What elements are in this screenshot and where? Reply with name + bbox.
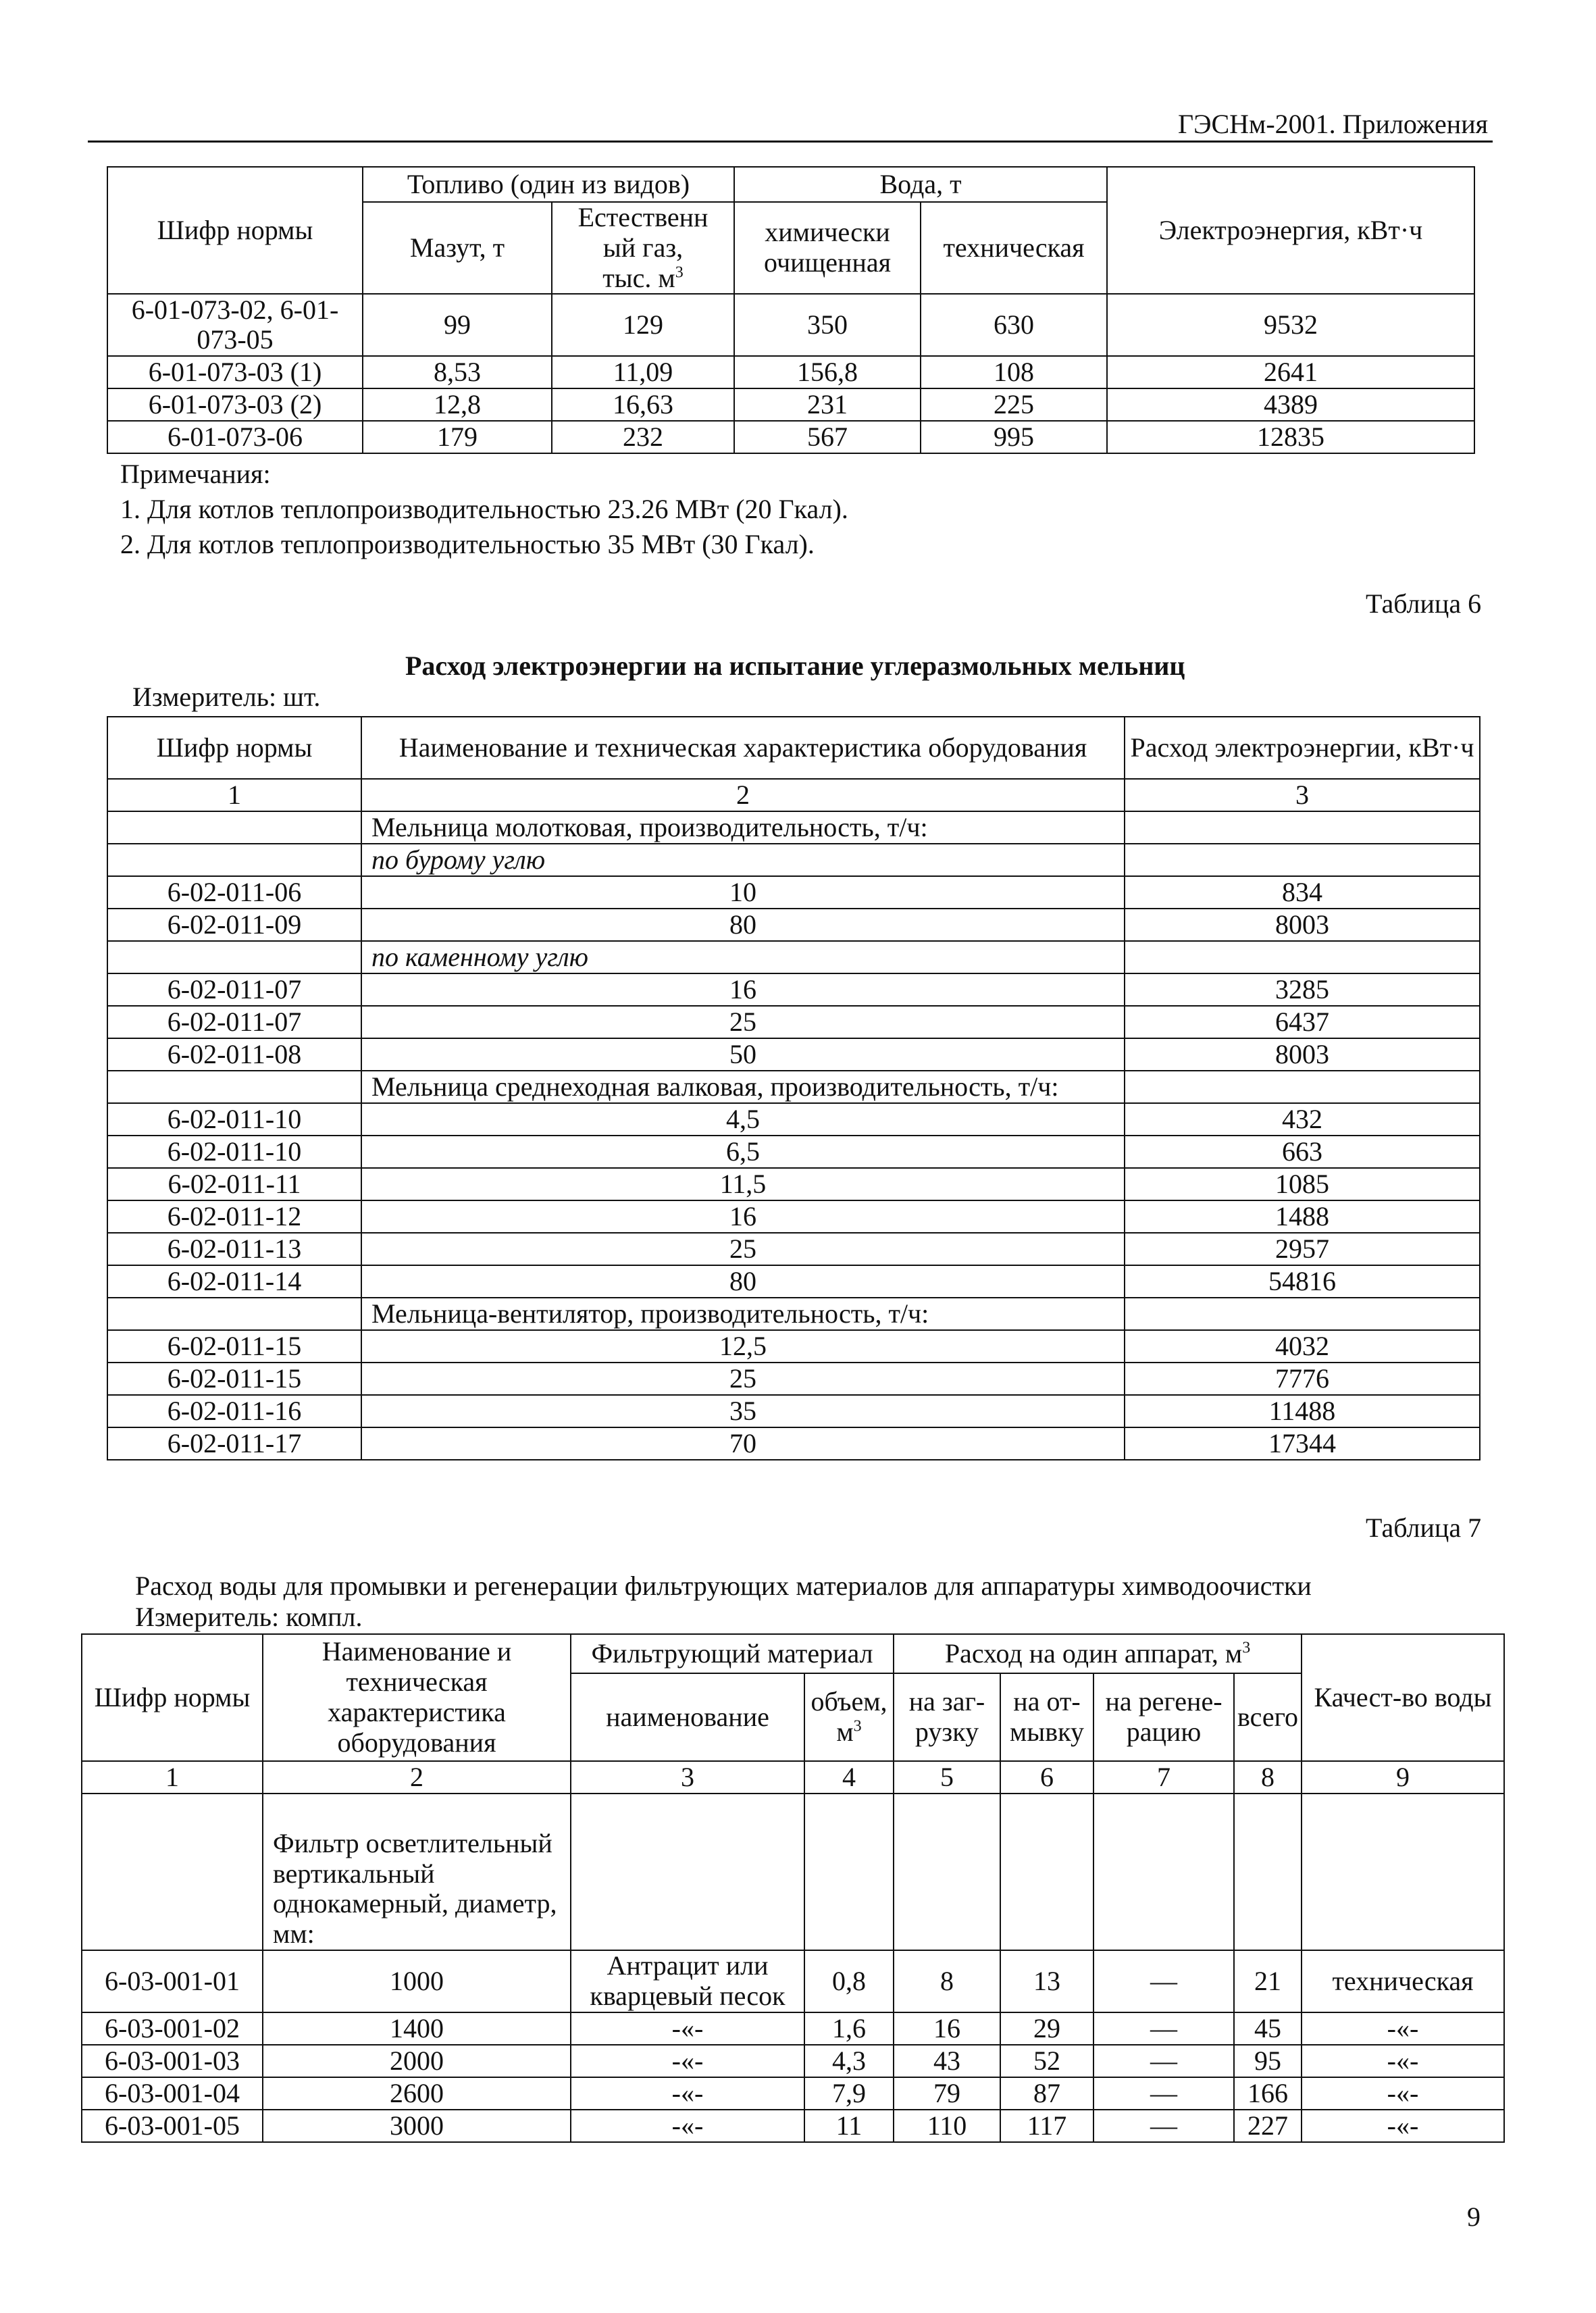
regen-cell: — xyxy=(1093,2110,1234,2142)
table7-title: Расход воды для промывки и регенерации фильтрующих материалов для аппаратуры химводоочистки xyxy=(135,1571,1312,1601)
material-cell: -«- xyxy=(571,2012,804,2045)
electricity-cell: 2641 xyxy=(1107,356,1474,388)
header-chem-water: химически очищенная xyxy=(734,202,921,294)
table-row xyxy=(82,2077,1504,2110)
table-row xyxy=(107,1006,1480,1038)
header-code: Шифр нормы xyxy=(107,167,363,294)
chem-water-cell: 567 xyxy=(734,421,921,453)
table6-title: Расход электроэнергии на испытание углеразмольных мельниц xyxy=(405,651,1185,681)
code-cell: 6-01-073-02, 6-01-073-05 xyxy=(107,294,363,356)
group-heading: Мельница-вентилятор, производительность, т/ч: xyxy=(361,1298,1125,1330)
group-heading: Мельница молотковая, производительность, т/ч: xyxy=(361,811,1125,844)
capacity-cell: 80 xyxy=(361,909,1125,941)
energy-cell: 11488 xyxy=(1125,1395,1480,1427)
volume-cell: 11 xyxy=(804,2110,894,2142)
code-cell xyxy=(107,811,361,844)
capacity-cell: 70 xyxy=(361,1427,1125,1460)
header-volume: объем, $м^3$ xyxy=(804,1673,894,1761)
code-cell: 6-02-011-11 xyxy=(107,1168,361,1200)
table-row xyxy=(107,941,1480,973)
table-row xyxy=(107,1071,1480,1103)
table-row xyxy=(107,1298,1480,1330)
volume-cell: 7,9 xyxy=(804,2077,894,2110)
fuel-water-energy-table xyxy=(107,166,1475,454)
capacity-cell: 10 xyxy=(361,876,1125,909)
subgroup-heading: по каменному углю xyxy=(361,941,1125,973)
empty-cell xyxy=(804,1794,894,1950)
quality-cell: -«- xyxy=(1302,2012,1504,2045)
tech-water-cell: 630 xyxy=(921,294,1107,356)
diameter-cell: 2600 xyxy=(263,2077,571,2110)
regen-cell: — xyxy=(1093,1950,1234,2012)
volume-cell: 0,8 xyxy=(804,1950,894,2012)
quality-cell: -«- xyxy=(1302,2045,1504,2077)
capacity-cell: 25 xyxy=(361,1363,1125,1395)
energy-cell xyxy=(1125,941,1480,973)
mill-energy-table xyxy=(107,716,1481,1460)
energy-cell: 1085 xyxy=(1125,1168,1480,1200)
table-row xyxy=(107,844,1480,876)
header-mazut: Мазут, т xyxy=(363,202,552,294)
capacity-cell: 4,5 xyxy=(361,1103,1125,1136)
table-row xyxy=(107,1265,1480,1298)
energy-cell xyxy=(1125,1298,1480,1330)
electricity-cell: 9532 xyxy=(1107,294,1474,356)
capacity-cell: 80 xyxy=(361,1265,1125,1298)
code-cell: 6-02-011-08 xyxy=(107,1038,361,1071)
column-number: 8 xyxy=(1234,1761,1302,1794)
column-number: 2 xyxy=(263,1761,571,1794)
table-row xyxy=(107,1427,1480,1460)
quality-cell: -«- xyxy=(1302,2110,1504,2142)
chem-water-cell: 350 xyxy=(734,294,921,356)
electricity-cell: 12835 xyxy=(1107,421,1474,453)
capacity-cell: 35 xyxy=(361,1395,1125,1427)
table-row xyxy=(107,1038,1480,1071)
wash-cell: 117 xyxy=(1000,2110,1093,2142)
column-number: 3 xyxy=(571,1761,804,1794)
empty-cell xyxy=(1302,1794,1504,1950)
energy-cell xyxy=(1125,844,1480,876)
header-code: Шифр нормы xyxy=(107,717,361,779)
column-number: 6 xyxy=(1000,1761,1093,1794)
diameter-cell: 2000 xyxy=(263,2045,571,2077)
code-cell xyxy=(82,1794,263,1950)
header-gas: Естественн ый газ, тыс. $м^3$ xyxy=(552,202,734,294)
energy-cell: 4032 xyxy=(1125,1330,1480,1363)
code-cell: 6-01-073-06 xyxy=(107,421,363,453)
column-number: 7 xyxy=(1093,1761,1234,1794)
empty-cell xyxy=(1000,1794,1093,1950)
mazut-cell: 99 xyxy=(363,294,552,356)
table-row xyxy=(107,388,1474,421)
mazut-cell: 8,53 xyxy=(363,356,552,388)
energy-cell: 8003 xyxy=(1125,909,1480,941)
regen-cell: — xyxy=(1093,2012,1234,2045)
wash-cell: 87 xyxy=(1000,2077,1093,2110)
capacity-cell: 11,5 xyxy=(361,1168,1125,1200)
energy-cell: 8003 xyxy=(1125,1038,1480,1071)
table-row xyxy=(107,1200,1480,1233)
energy-cell: 432 xyxy=(1125,1103,1480,1136)
chem-water-cell: 231 xyxy=(734,388,921,421)
code-cell: 6-03-001-05 xyxy=(82,2110,263,2142)
filter-water-table xyxy=(81,1633,1505,2143)
energy-cell xyxy=(1125,811,1480,844)
notes-heading: Примечания: xyxy=(120,459,271,489)
header-fuel-group: Топливо (один из видов) xyxy=(363,167,734,202)
quality-cell: -«- xyxy=(1302,2077,1504,2110)
table-row xyxy=(107,1233,1480,1265)
volume-cell: 1,6 xyxy=(804,2012,894,2045)
header-name: Наименование и техническая характеристика оборудования xyxy=(263,1634,571,1761)
gas-cell: 232 xyxy=(552,421,734,453)
table-row xyxy=(107,1363,1480,1395)
column-number: 9 xyxy=(1302,1761,1504,1794)
energy-cell: 663 xyxy=(1125,1136,1480,1168)
code-cell: 6-01-073-03 (2) xyxy=(107,388,363,421)
header-water-group: Вода, т xyxy=(734,167,1107,202)
column-number: 3 xyxy=(1125,779,1480,811)
code-cell: 6-03-001-02 xyxy=(82,2012,263,2045)
page-header-title: ГЭСНм-2001. Приложения xyxy=(1177,109,1488,139)
mazut-cell: 179 xyxy=(363,421,552,453)
code-cell: 6-03-001-03 xyxy=(82,2045,263,2077)
energy-cell: 7776 xyxy=(1125,1363,1480,1395)
table-row xyxy=(107,1136,1480,1168)
load-cell: 8 xyxy=(894,1950,1000,2012)
header-regen: на регене-рацию xyxy=(1093,1673,1234,1761)
capacity-cell: 12,5 xyxy=(361,1330,1125,1363)
header-code: Шифр нормы xyxy=(82,1634,263,1761)
table5-notes xyxy=(120,457,848,562)
total-cell: 166 xyxy=(1234,2077,1302,2110)
table-row xyxy=(107,1330,1480,1363)
material-cell: -«- xyxy=(571,2110,804,2142)
empty-cell xyxy=(1093,1794,1234,1950)
energy-cell: 3285 xyxy=(1125,973,1480,1006)
table-row xyxy=(82,1950,1504,2012)
table-row xyxy=(107,294,1474,356)
total-cell: 227 xyxy=(1234,2110,1302,2142)
header-name: Наименование и техническая характеристика оборудования xyxy=(361,717,1125,779)
table7-label: Таблица 7 xyxy=(1366,1513,1482,1543)
code-cell: 6-02-011-17 xyxy=(107,1427,361,1460)
table-row xyxy=(107,876,1480,909)
load-cell: 110 xyxy=(894,2110,1000,2142)
header-filter-name: наименование xyxy=(571,1673,804,1761)
tech-water-cell: 225 xyxy=(921,388,1107,421)
header-wash: на от-мывку xyxy=(1000,1673,1093,1761)
table7-measure: Измеритель: компл. xyxy=(135,1602,363,1632)
column-number: 2 xyxy=(361,779,1125,811)
column-number: 5 xyxy=(894,1761,1000,1794)
table-row xyxy=(107,356,1474,388)
total-cell: 95 xyxy=(1234,2045,1302,2077)
code-cell xyxy=(107,844,361,876)
regen-cell: — xyxy=(1093,2045,1234,2077)
code-cell: 6-02-011-12 xyxy=(107,1200,361,1233)
table-row xyxy=(82,2110,1504,2142)
wash-cell: 13 xyxy=(1000,1950,1093,2012)
tech-water-cell: 995 xyxy=(921,421,1107,453)
code-cell: 6-02-011-07 xyxy=(107,1006,361,1038)
capacity-cell: 16 xyxy=(361,973,1125,1006)
diameter-cell: 3000 xyxy=(263,2110,571,2142)
code-cell: 6-02-011-15 xyxy=(107,1363,361,1395)
total-cell: 21 xyxy=(1234,1950,1302,2012)
table-row xyxy=(107,1168,1480,1200)
diameter-cell: 1400 xyxy=(263,2012,571,2045)
table6-measure: Измеритель: шт. xyxy=(132,682,321,712)
code-cell: 6-02-011-10 xyxy=(107,1136,361,1168)
load-cell: 16 xyxy=(894,2012,1000,2045)
material-cell: -«- xyxy=(571,2045,804,2077)
code-cell xyxy=(107,941,361,973)
table-row xyxy=(107,909,1480,941)
group-heading: Фильтр осветлительный вертикальный однокамерный, диаметр, мм: xyxy=(263,1794,571,1950)
code-cell: 6-02-011-15 xyxy=(107,1330,361,1363)
page-number: 9 xyxy=(1467,2202,1481,2232)
gas-cell: 16,63 xyxy=(552,388,734,421)
gas-cell: 11,09 xyxy=(552,356,734,388)
table-row xyxy=(107,811,1480,844)
electricity-cell: 4389 xyxy=(1107,388,1474,421)
capacity-cell: 25 xyxy=(361,1233,1125,1265)
quality-cell: техническая xyxy=(1302,1950,1504,2012)
column-number: 1 xyxy=(107,779,361,811)
code-cell: 6-02-011-06 xyxy=(107,876,361,909)
energy-cell: 1488 xyxy=(1125,1200,1480,1233)
column-number: 4 xyxy=(804,1761,894,1794)
capacity-cell: 50 xyxy=(361,1038,1125,1071)
regen-cell: — xyxy=(1093,2077,1234,2110)
header-total: всего xyxy=(1234,1673,1302,1761)
energy-cell: 2957 xyxy=(1125,1233,1480,1265)
energy-cell xyxy=(1125,1071,1480,1103)
empty-cell xyxy=(894,1794,1000,1950)
load-cell: 43 xyxy=(894,2045,1000,2077)
header-rule xyxy=(88,141,1493,143)
code-cell: 6-01-073-03 (1) xyxy=(107,356,363,388)
code-cell: 6-03-001-01 xyxy=(82,1950,263,2012)
header-filter-group: Фильтрующий материал xyxy=(571,1634,894,1673)
wash-cell: 29 xyxy=(1000,2012,1093,2045)
table-row xyxy=(107,1103,1480,1136)
energy-cell: 17344 xyxy=(1125,1427,1480,1460)
material-cell: Антрацит или кварцевый песок xyxy=(571,1950,804,2012)
material-cell: -«- xyxy=(571,2077,804,2110)
capacity-cell: 25 xyxy=(361,1006,1125,1038)
note-item: 1. Для котлов теплопроизводительностью 23.26 МВт (20 Гкал). xyxy=(120,494,848,524)
tech-water-cell: 108 xyxy=(921,356,1107,388)
code-cell: 6-02-011-16 xyxy=(107,1395,361,1427)
table-row xyxy=(107,421,1474,453)
volume-cell: 4,3 xyxy=(804,2045,894,2077)
code-cell: 6-02-011-14 xyxy=(107,1265,361,1298)
wash-cell: 52 xyxy=(1000,2045,1093,2077)
code-cell xyxy=(107,1298,361,1330)
diameter-cell: 1000 xyxy=(263,1950,571,2012)
energy-cell: 54816 xyxy=(1125,1265,1480,1298)
header-consumption: Расход электроэнергии, кВт·ч xyxy=(1125,717,1480,779)
header-electricity: Электроэнергия, кВт·ч xyxy=(1107,167,1474,294)
empty-cell xyxy=(571,1794,804,1950)
capacity-cell: 16 xyxy=(361,1200,1125,1233)
energy-cell: 834 xyxy=(1125,876,1480,909)
header-quality: Качест-во воды xyxy=(1302,1634,1504,1761)
group-row xyxy=(82,1794,1504,1950)
mazut-cell: 12,8 xyxy=(363,388,552,421)
code-cell: 6-02-011-09 xyxy=(107,909,361,941)
column-number: 1 xyxy=(82,1761,263,1794)
code-cell: 6-03-001-04 xyxy=(82,2077,263,2110)
load-cell: 79 xyxy=(894,2077,1000,2110)
code-cell: 6-02-011-07 xyxy=(107,973,361,1006)
empty-cell xyxy=(1234,1794,1302,1950)
code-cell: 6-02-011-10 xyxy=(107,1103,361,1136)
gas-cell: 129 xyxy=(552,294,734,356)
header-load: на заг-рузку xyxy=(894,1673,1000,1761)
code-cell xyxy=(107,1071,361,1103)
header-flow-group: Расход на один аппарат, $м^3$ xyxy=(894,1634,1302,1673)
table-row xyxy=(107,973,1480,1006)
table-row xyxy=(82,2045,1504,2077)
capacity-cell: 6,5 xyxy=(361,1136,1125,1168)
table6-label: Таблица 6 xyxy=(1366,588,1482,619)
code-cell: 6-02-011-13 xyxy=(107,1233,361,1265)
total-cell: 45 xyxy=(1234,2012,1302,2045)
note-item: 2. Для котлов теплопроизводительностью 35 МВт (30 Гкал). xyxy=(120,529,815,559)
table-row xyxy=(107,1395,1480,1427)
group-heading: Мельница среднеходная валковая, производительность, т/ч: xyxy=(361,1071,1125,1103)
header-tech-water: техническая xyxy=(921,202,1107,294)
subgroup-heading: по бурому углю xyxy=(361,844,1125,876)
energy-cell: 6437 xyxy=(1125,1006,1480,1038)
chem-water-cell: 156,8 xyxy=(734,356,921,388)
table-row xyxy=(82,2012,1504,2045)
